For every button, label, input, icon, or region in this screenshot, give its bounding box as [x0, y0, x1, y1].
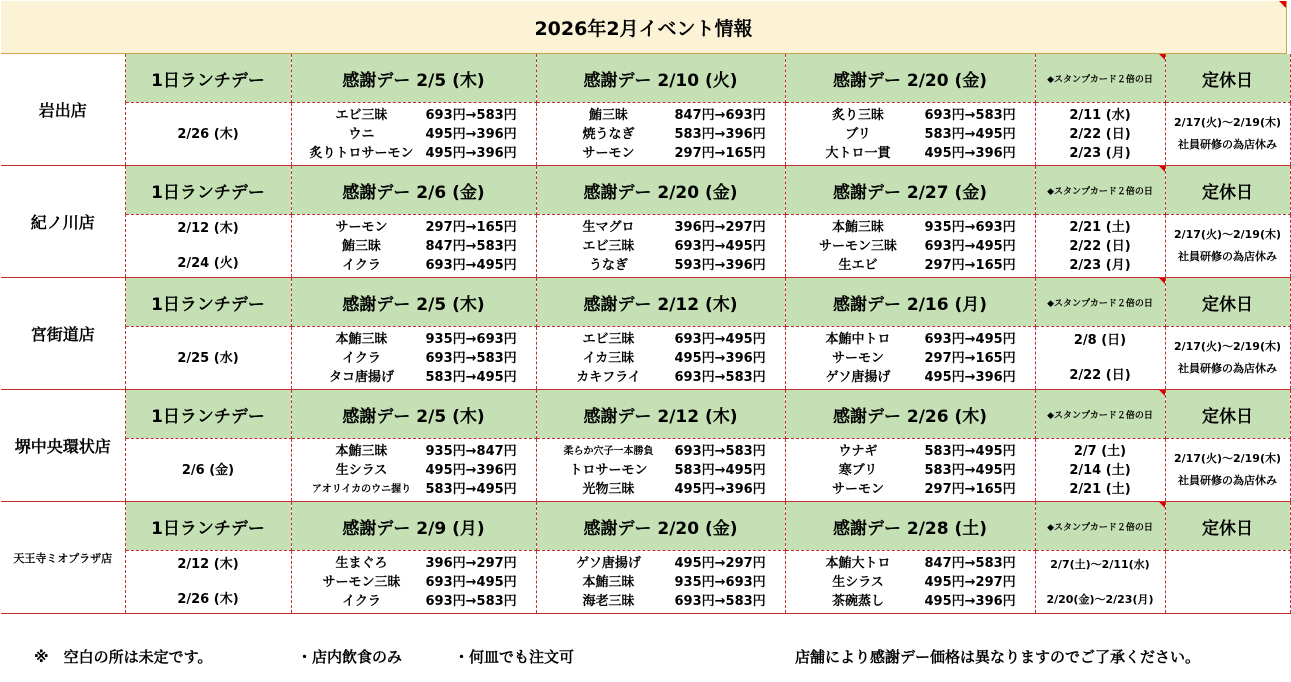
stamp-dates [1036, 215, 1165, 277]
thanks-item [298, 573, 530, 592]
closed-days [1166, 103, 1290, 165]
item-name: 生マグロ [582, 219, 635, 235]
thanks-day-header: 感謝デー 2/27 (金) [785, 166, 1035, 215]
item-price: 693円→495円 [425, 574, 517, 590]
stamp-day-header: ◆スタンプカード２倍の日 [1035, 390, 1165, 439]
thanks-day-header: 感謝デー 2/28 (土) [785, 502, 1035, 551]
closed-days-cell [1165, 551, 1290, 614]
item-name: 炙りトロサーモン [309, 145, 414, 161]
item-price: 297円→165円 [924, 350, 1016, 366]
thanks-item [543, 218, 779, 237]
store-header-row [1, 54, 1290, 103]
closed-days [1166, 551, 1290, 613]
item-price: 847円→583円 [924, 555, 1016, 571]
thanks-item-list [537, 327, 785, 389]
item-price: 495円→396円 [924, 145, 1016, 161]
closed-day-text: 2/17(火)～2/19(木) [1173, 340, 1282, 353]
stamp-dates [1036, 327, 1165, 389]
stamp-dates-cell [1035, 327, 1165, 390]
thanks-item [543, 461, 779, 480]
item-price: 693円→583円 [425, 107, 517, 123]
closed-day-text: 社員研修の為店休み [1178, 362, 1277, 375]
store-header-row [1, 390, 1290, 439]
item-name: 大トロ一貫 [825, 145, 891, 161]
item-name: 鮪三昧 [341, 238, 381, 254]
lunch-dates [126, 551, 291, 613]
item-name: エビ三昧 [582, 331, 635, 347]
item-name: イクラ [342, 257, 381, 273]
stamp-dates [1036, 439, 1165, 501]
stamp-day-header: ◆スタンプカード２倍の日 [1035, 502, 1165, 551]
thanks-item [792, 218, 1029, 237]
thanks-items-cell [785, 439, 1035, 502]
thanks-items-cell [291, 327, 536, 390]
thanks-item [543, 554, 779, 573]
thanks-item [543, 480, 779, 499]
sheet-title [1, 1, 1287, 54]
closed-days [1166, 215, 1290, 277]
store-name: 岩出店 [1, 54, 125, 166]
item-price: 297円→165円 [425, 219, 517, 235]
item-price: 396円→297円 [425, 555, 517, 571]
comment-marker [1279, 1, 1286, 8]
thanks-day-header: 感謝デー 2/16 (月) [785, 278, 1035, 327]
item-price: 495円→396円 [674, 350, 766, 366]
closed-days-cell [1165, 103, 1290, 166]
item-price: 693円→583円 [674, 369, 766, 385]
item-name: ウニ [348, 126, 375, 142]
item-price: 297円→165円 [674, 145, 766, 161]
thanks-items-cell [785, 103, 1035, 166]
item-price: 935円→693円 [924, 219, 1016, 235]
stamp-date: 2/22 (日) [1069, 368, 1131, 383]
stamp-date: 2/7(土)～2/11(水) [1050, 558, 1150, 571]
stamp-dates-cell [1035, 215, 1165, 278]
store-name: 宮街道店 [1, 278, 125, 390]
thanks-item [792, 461, 1029, 480]
item-name: サーモン [335, 219, 388, 235]
thanks-item-list [786, 215, 1035, 277]
item-name: イクラ [342, 350, 381, 366]
item-price: 693円→495円 [674, 331, 766, 347]
closed-days [1166, 439, 1290, 501]
thanks-item-list [786, 551, 1035, 613]
thanks-item [298, 592, 530, 611]
thanks-item [298, 480, 530, 499]
item-price: 495円→396円 [425, 126, 517, 142]
closed-days-cell [1165, 215, 1290, 278]
store-name: 堺中央環状店 [1, 390, 125, 502]
lunch-date: 2/25 (水) [177, 350, 239, 366]
item-price: 693円→495円 [674, 238, 766, 254]
thanks-item [543, 256, 779, 275]
lunch-date: 2/12 (木) [177, 557, 239, 572]
lunch-dates-cell [125, 327, 291, 390]
stamp-date: 2/22 (日) [1069, 126, 1131, 142]
thanks-day-header: 感謝デー 2/20 (金) [785, 54, 1035, 103]
lunch-date: 2/24 (火) [177, 256, 239, 271]
thanks-item [792, 349, 1029, 368]
thanks-items-cell [291, 551, 536, 614]
thanks-item-list [292, 551, 536, 613]
lunch-dates-cell [125, 103, 291, 166]
item-price: 495円→396円 [425, 462, 517, 478]
item-price: 495円→396円 [425, 145, 517, 161]
thanks-item [298, 349, 530, 368]
thanks-item [543, 349, 779, 368]
thanks-day-header: 感謝デー 2/20 (金) [536, 502, 785, 551]
item-price: 583円→495円 [924, 462, 1016, 478]
thanks-item-list [786, 327, 1035, 389]
item-name: 本鮪三昧 [582, 574, 635, 590]
store-name: 紀ノ川店 [1, 166, 125, 278]
item-price: 847円→583円 [425, 238, 517, 254]
thanks-item [792, 573, 1029, 592]
lunch-day-header: 1日ランチデー [125, 278, 291, 327]
thanks-item [298, 106, 530, 125]
item-name: うなぎ [588, 257, 628, 273]
thanks-day-header: 感謝デー 2/12 (木) [536, 278, 785, 327]
thanks-item [792, 106, 1029, 125]
item-name: 本鮪中トロ [825, 331, 891, 347]
stamp-date: 2/8 (日) [1073, 333, 1127, 348]
item-price: 495円→396円 [924, 369, 1016, 385]
stamp-dates [1036, 551, 1165, 613]
thanks-items-cell [785, 327, 1035, 390]
item-price: 693円→583円 [674, 443, 766, 459]
thanks-day-header: 感謝デー 2/5 (木) [291, 390, 536, 439]
item-price: 583円→495円 [425, 369, 517, 385]
item-price: 847円→693円 [674, 107, 766, 123]
thanks-item [792, 125, 1029, 144]
thanks-day-header: 感謝デー 2/20 (金) [536, 166, 785, 215]
item-name: 生まぐろ [335, 555, 388, 571]
thanks-item [298, 144, 530, 163]
item-price: 297円→165円 [924, 481, 1016, 497]
item-price: 935円→847円 [425, 443, 517, 459]
lunch-dates [126, 327, 291, 389]
closed-days [1166, 327, 1290, 389]
thanks-item [298, 554, 530, 573]
thanks-item [298, 330, 530, 349]
item-name: サーモン [582, 145, 635, 161]
closed-day-header: 定休日 [1165, 390, 1290, 439]
item-name: 生シラス [832, 574, 884, 590]
closed-day-text: 社員研修の為店休み [1178, 250, 1277, 263]
thanks-item [543, 442, 779, 461]
stamp-date: 2/23 (月) [1069, 145, 1131, 161]
lunch-day-header: 1日ランチデー [125, 166, 291, 215]
lunch-date: 2/12 (木) [177, 221, 239, 236]
thanks-day-header: 感謝デー 2/12 (木) [536, 390, 785, 439]
lunch-dates-cell [125, 215, 291, 278]
item-name: トロサーモン [569, 462, 648, 478]
lunch-date: 2/26 (木) [177, 592, 239, 607]
item-price: 693円→495円 [425, 257, 517, 273]
thanks-item [543, 237, 779, 256]
stamp-day-header: ◆スタンプカード２倍の日 [1035, 278, 1165, 327]
closed-day-text: 社員研修の為店休み [1178, 138, 1277, 151]
item-price: 693円→495円 [924, 331, 1016, 347]
item-name: 本鮪大トロ [825, 555, 891, 571]
stamp-date: 2/11 (水) [1069, 107, 1131, 123]
lunch-day-header: 1日ランチデー [125, 54, 291, 103]
thanks-item-list [292, 215, 536, 277]
item-price: 495円→297円 [924, 574, 1016, 590]
thanks-item [792, 368, 1029, 387]
thanks-item-list [786, 103, 1035, 165]
item-name: 焼うなぎ [582, 126, 635, 142]
item-name: イカ三昧 [582, 350, 635, 366]
thanks-day-header: 感謝デー 2/5 (木) [291, 54, 536, 103]
stamp-date: 2/7 (土) [1073, 443, 1127, 459]
closed-day-header: 定休日 [1165, 166, 1290, 215]
item-name: 本鮪三昧 [831, 219, 884, 235]
thanks-day-header: 感謝デー 2/26 (木) [785, 390, 1035, 439]
item-price: 935円→693円 [674, 574, 766, 590]
store-header-row [1, 502, 1290, 551]
closed-day-header: 定休日 [1165, 278, 1290, 327]
thanks-items-cell [291, 103, 536, 166]
item-name: 茶碗蒸し [831, 593, 884, 609]
item-name: サーモン [831, 481, 884, 497]
item-price: 693円→583円 [425, 350, 517, 366]
thanks-items-cell [536, 103, 785, 166]
lunch-dates [126, 103, 291, 165]
item-price: 693円→495円 [924, 238, 1016, 254]
thanks-item-list [292, 103, 536, 165]
item-price: 935円→693円 [425, 331, 517, 347]
thanks-item-list [292, 327, 536, 389]
thanks-items-cell [291, 215, 536, 278]
store-header-row [1, 278, 1290, 327]
stamp-dates-cell [1035, 103, 1165, 166]
thanks-item [792, 554, 1029, 573]
item-name: アオリイカのウニ握り [311, 483, 412, 495]
thanks-day-header: 感謝デー 2/9 (月) [291, 502, 536, 551]
stamp-day-header: ◆スタンプカード２倍の日 [1035, 166, 1165, 215]
stamp-date: 2/21 (土) [1069, 219, 1131, 235]
closed-day-text: 2/17(火)～2/19(木) [1173, 452, 1282, 465]
item-name: ゲソ唐揚げ [825, 369, 891, 385]
item-price: 396円→297円 [674, 219, 766, 235]
thanks-item [792, 144, 1029, 163]
item-price: 593円→396円 [674, 257, 766, 273]
closed-day-text: 2/17(火)～2/19(木) [1173, 116, 1282, 129]
thanks-items-cell [536, 215, 785, 278]
item-name: 海老三昧 [582, 593, 635, 609]
item-price: 583円→495円 [674, 462, 766, 478]
item-name: 寒ブリ [838, 462, 878, 478]
thanks-item [298, 237, 530, 256]
thanks-item-list [292, 439, 536, 501]
thanks-day-header: 感謝デー 2/5 (木) [291, 278, 536, 327]
thanks-item [543, 592, 779, 611]
item-name: 光物三昧 [582, 481, 635, 497]
stamp-date: 2/22 (日) [1069, 238, 1131, 254]
thanks-item-list [537, 215, 785, 277]
thanks-item-list [537, 551, 785, 613]
thanks-items-cell [536, 327, 785, 390]
stamp-date: 2/20(金)～2/23(月) [1046, 593, 1154, 606]
sheet-title-text: 2026年2月イベント情報 [534, 17, 753, 40]
thanks-item [298, 461, 530, 480]
item-name: 本鮪三昧 [335, 331, 388, 347]
store-detail-row [1, 215, 1290, 278]
store-header-row [1, 166, 1290, 215]
thanks-item [298, 442, 530, 461]
item-name: 鮪三昧 [588, 107, 628, 123]
thanks-item [792, 480, 1029, 499]
item-name: ブリ [845, 126, 871, 142]
footer-any-plates: ・何皿でも注文可 [454, 648, 575, 666]
thanks-item-list [537, 439, 785, 501]
thanks-item [792, 256, 1029, 275]
item-name: サーモン三昧 [322, 574, 401, 590]
thanks-item [543, 368, 779, 387]
item-name: エビ三昧 [335, 107, 388, 123]
item-price: 583円→396円 [674, 126, 766, 142]
thanks-items-cell [785, 215, 1035, 278]
thanks-item [792, 330, 1029, 349]
closed-day-header: 定休日 [1165, 502, 1290, 551]
lunch-dates-cell [125, 551, 291, 614]
closed-days-cell [1165, 439, 1290, 502]
stamp-date: 2/21 (土) [1069, 481, 1131, 497]
item-name: 本鮪三昧 [335, 443, 388, 459]
item-price: 495円→396円 [674, 481, 766, 497]
item-price: 693円→583円 [674, 593, 766, 609]
item-name: サーモン三昧 [818, 238, 897, 254]
lunch-date: 2/6 (金) [181, 462, 235, 478]
thanks-item [792, 237, 1029, 256]
store-detail-row [1, 551, 1290, 614]
thanks-items-cell [536, 439, 785, 502]
thanks-item [792, 592, 1029, 611]
thanks-day-header: 感謝デー 2/10 (火) [536, 54, 785, 103]
thanks-item [298, 256, 530, 275]
closed-day-text: 2/17(火)～2/19(木) [1173, 228, 1282, 241]
store-detail-row [1, 327, 1290, 390]
thanks-item [792, 442, 1029, 461]
lunch-dates [126, 215, 291, 277]
lunch-date: 2/26 (木) [177, 126, 239, 142]
item-name: 柔らか穴子一本勝負 [563, 445, 654, 457]
item-price: 583円→495円 [924, 443, 1016, 459]
closed-day-header: 定休日 [1165, 54, 1290, 103]
thanks-item-list [786, 439, 1035, 501]
thanks-item [543, 573, 779, 592]
item-price: 693円→583円 [924, 107, 1016, 123]
thanks-item [543, 125, 779, 144]
store-detail-row [1, 439, 1290, 502]
item-price: 583円→495円 [425, 481, 517, 497]
item-name: 炙り三昧 [831, 107, 884, 123]
item-name: 生エビ [838, 257, 878, 273]
item-price: 693円→583円 [425, 593, 517, 609]
item-name: イクラ [342, 593, 381, 609]
thanks-day-header: 感謝デー 2/6 (金) [291, 166, 536, 215]
item-name: 生シラス [335, 462, 388, 478]
lunch-day-header: 1日ランチデー [125, 390, 291, 439]
item-name: カキフライ [576, 369, 641, 385]
stamp-dates-cell [1035, 551, 1165, 614]
thanks-item [298, 368, 530, 387]
stamp-dates-cell [1035, 439, 1165, 502]
lunch-day-header: 1日ランチデー [125, 502, 291, 551]
thanks-item [543, 144, 779, 163]
item-name: タコ唐揚げ [328, 369, 394, 385]
item-name: ウナギ [838, 443, 878, 459]
item-price: 495円→396円 [924, 593, 1016, 609]
footer-dine-in: ・店内飲食のみ [297, 648, 403, 666]
item-price: 583円→495円 [924, 126, 1016, 142]
store-detail-row [1, 103, 1290, 166]
item-name: エビ三昧 [582, 238, 635, 254]
closed-day-text: 社員研修の為店休み [1178, 474, 1277, 487]
item-name: ゲソ唐揚げ [576, 555, 641, 571]
closed-days-cell [1165, 327, 1290, 390]
thanks-item [543, 106, 779, 125]
thanks-item-list [537, 103, 785, 165]
item-name: サーモン [831, 350, 884, 366]
footer [0, 642, 1291, 670]
thanks-item [298, 125, 530, 144]
item-price: 297円→165円 [924, 257, 1016, 273]
event-table [1, 54, 1291, 614]
lunch-dates-cell [125, 439, 291, 502]
thanks-items-cell [785, 551, 1035, 614]
lunch-dates [126, 439, 291, 501]
stamp-date: 2/14 (土) [1069, 462, 1131, 478]
thanks-items-cell [291, 439, 536, 502]
store-name: 天王寺ミオプラザ店 [1, 502, 125, 614]
item-price: 495円→297円 [674, 555, 766, 571]
footer-disclaimer: 店舗により感謝デー価格は異なりますのでご了承ください。 [795, 648, 1201, 666]
thanks-item [298, 218, 530, 237]
footer-note: ※ 空白の所は未定です。 [34, 648, 213, 666]
thanks-item [543, 330, 779, 349]
stamp-date: 2/23 (月) [1069, 257, 1131, 273]
thanks-items-cell [536, 551, 785, 614]
stamp-dates [1036, 103, 1165, 165]
stamp-day-header: ◆スタンプカード２倍の日 [1035, 54, 1165, 103]
